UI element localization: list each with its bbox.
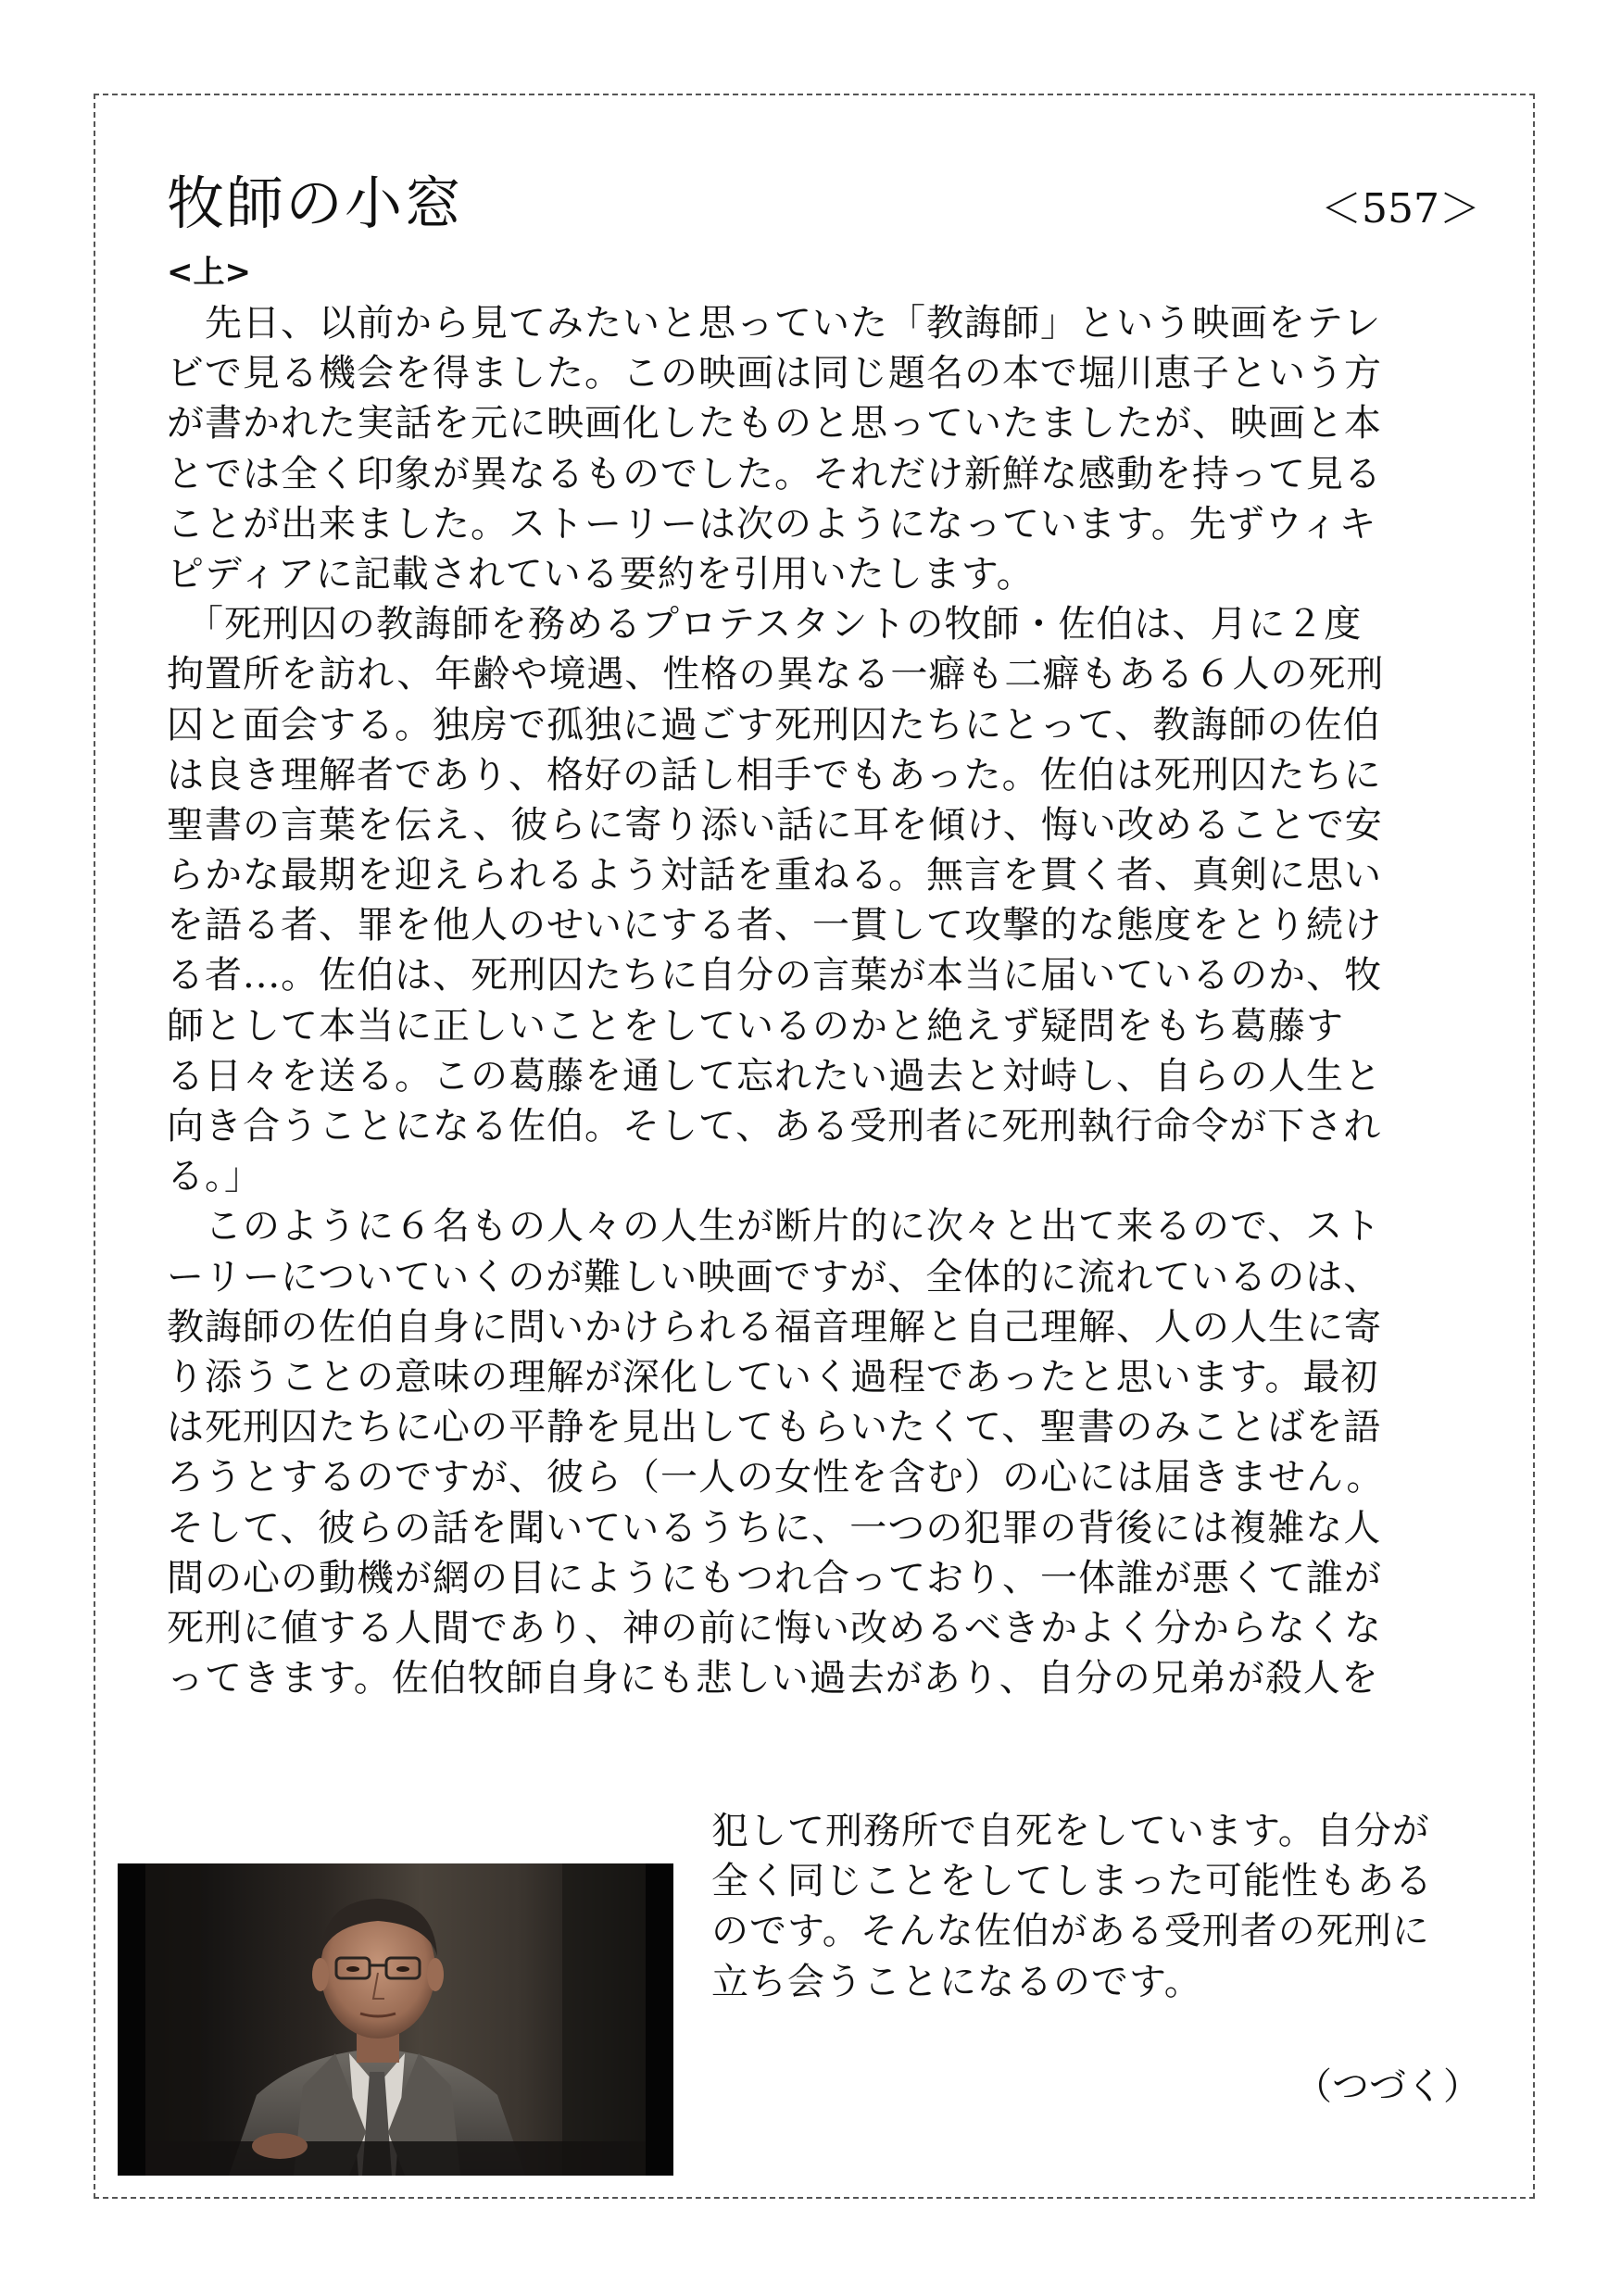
issue-number: ＜557＞ — [1321, 185, 1480, 232]
body-line: ーリーについていくのが難しい映画ですが、全体的に流れているのは、 — [167, 1255, 1382, 1299]
body-line: 向き合うことになる佐伯。そして、ある受刑者に死刑執行命令が下され — [167, 1105, 1382, 1148]
body-line: る。」 — [167, 1155, 262, 1198]
body-line: 先日、以前から見てみたいと思っていた「教誨師」という映画をテレ — [167, 302, 1382, 345]
continued-note: （つづく） — [1295, 2065, 1480, 2108]
body-line: は良き理解者であり、格好の話し相手でもあった。佐伯は死刑囚たちに — [167, 753, 1382, 797]
body-line: り添うことの意味の理解が深化していく過程であったと思います。最初 — [167, 1355, 1379, 1399]
body-line: ってきます。佐伯牧師自身にも悲しい過去があり、自分の兄弟が殺人を — [167, 1657, 1379, 1700]
part-label: <上> — [167, 254, 251, 291]
body-line: ことが出来ました。ストーリーは次のようになっています。先ずウィキ — [167, 502, 1377, 546]
body-line: は死刑囚たちに心の平静を見出してもらいたくて、聖書のみことばを語 — [167, 1406, 1382, 1449]
body-line: ピディアに記載されている要約を引用いたします。 — [167, 552, 1035, 596]
body-line: 間の心の動機が網の目にようにもつれ合っており、一体誰が悪くて誰が — [167, 1556, 1382, 1600]
body-line: ビで見る機会を得ました。この映画は同じ題名の本で堀川恵子という方 — [167, 352, 1382, 395]
body-line: 師として本当に正しいことをしているのかと絶えず疑問をもち葛藤す — [167, 1004, 1344, 1048]
body-line: 「死刑囚の教誨師を務めるプロテスタントの牧師・佐伯は、月に２度 — [167, 603, 1363, 646]
article-tail — [711, 1806, 1536, 2007]
body-line: 立ち会うことになるのです。 — [711, 1960, 1202, 2003]
body-line: 拘置所を訪れ、年齢や境遇、性格の異なる一癖も二癖もある６人の死刑 — [167, 653, 1385, 696]
body-line: 囚と面会する。独房で孤独に過ごす死刑囚たちにとって、教誨師の佐伯 — [167, 703, 1381, 747]
body-line: る日々を送る。この葛藤を通して忘れたい過去と対峙し、自らの人生と — [167, 1054, 1382, 1098]
body-line: そして、彼らの話を聞いているうちに、一つの犯罪の背後には複雑な人 — [167, 1506, 1382, 1549]
body-line: を語る者、罪を他人のせいにする者、一貫して攻撃的な態度をとり続け — [167, 904, 1382, 947]
film-still-photo — [118, 1863, 673, 2176]
page-title: 牧師の小窓 — [167, 169, 464, 237]
body-line: が書かれた実話を元に映画化したものと思っていたましたが、映画と本 — [167, 402, 1382, 445]
body-line: る者...。佐伯は、死刑囚たちに自分の言葉が本当に届いているのか、牧 — [167, 954, 1383, 997]
man-in-suit-illustration — [118, 1863, 673, 2176]
body-line: のです。そんな佐伯がある受刑者の死刑に — [711, 1910, 1430, 1953]
body-line: このように６名もの人々の人生が断片的に次々と出て来るので、スト — [167, 1205, 1382, 1248]
body-line: ろうとするのですが、彼ら（一人の女性を含む）の心には届きません。 — [167, 1456, 1385, 1499]
body-line: 犯して刑務所で自死をしています。自分が — [711, 1810, 1430, 1852]
body-line: 聖書の言葉を伝え、彼らに寄り添い話に耳を傾け、悔い改めることで安 — [167, 803, 1383, 847]
body-line: とでは全く印象が異なるものでした。それだけ新鮮な感動を持って見る — [167, 452, 1382, 496]
body-line: 全く同じことをしてしまった可能性もある — [711, 1860, 1433, 1903]
body-line: 死刑に値する人間であり、神の前に悔い改めるべきかよく分からなくな — [167, 1606, 1382, 1650]
article-body — [167, 298, 1534, 1703]
body-line: らかな最期を迎えられるよう対話を重ねる。無言を貫く者、真剣に思い — [167, 854, 1382, 897]
body-line: 教誨師の佐伯自身に問いかけられる福音理解と自己理解、人の人生に寄 — [167, 1305, 1382, 1349]
